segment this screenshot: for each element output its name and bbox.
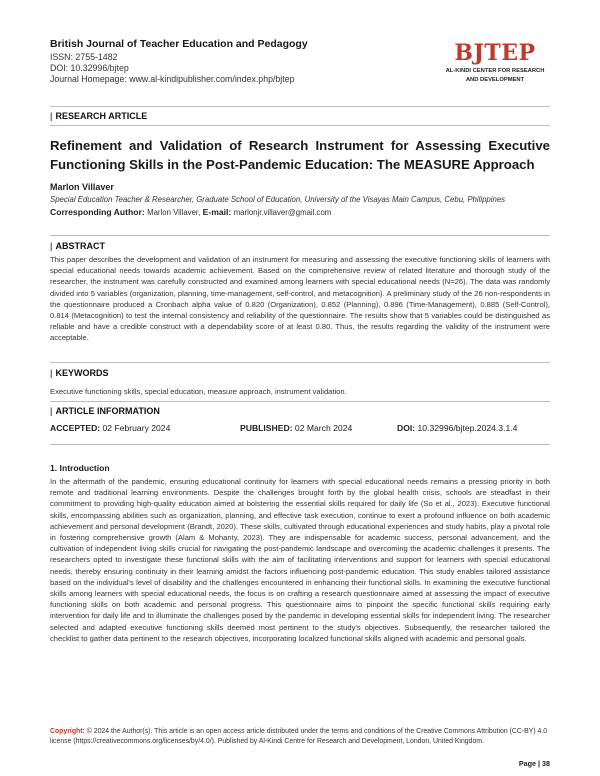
divider: [50, 401, 550, 402]
keywords-heading: | KEYWORDS: [50, 368, 109, 378]
divider: [50, 362, 550, 363]
introduction-text: In the aftermath of the pandemic, ensuring educational continuity for learners with special educational needs remains a pressing priority in both remote and traditional learning environments. Despite the challenges brought forth by the global health crisis, schools are steadfast in their commitment to providing high-quality education aimed at bolstering the essential skills required for daily life (So et al., 2023). Executive functional skills, encompassing abilities such as organization, planning, and effective task execution, continue to exert a profound influence on both academic achievement and personal development (Brandt, 2020). These skills, cultivated through educational experiences and study habits, play a pivotal role in fostering comprehensive growth (Alam & Mohanty, 2023). They are indispensable for academic success, personal advancement, and the cultivation of independent living skills crucial for navigating the post-pandemic landscape and overcoming the academic challenges it presents. The researchers opted to investigate these functional skills with the aim of facilitating interventions and support for learners with special educational needs, thereby ensuring continuity in their learning amidst the factors influencing post-pandemic education. This study enables tailored assistance based on the individual's level of disability and the challenges encountered in enhancing their functional skills. In examining the executive functional skills among learners with special educational needs, the focus is on crafting a research questionnaire aimed at assessing the impact of executive functioning skills on both academic and personal progress. This questionnaire aims to pinpoint the specific functional skills requiring early intervention for daily life and to illuminate the challenges posed by the pandemic in developing essential skills for independent living. The researcher selected and adapted executive functioning skills deemed most pertinent to the study's objectives. Subsequently, the researcher tailored the checklist to gather data pertinent to the research objectives, incorporating localized functional skills aligned with academic and personal goals.: [50, 477, 550, 643]
divider: [50, 125, 550, 126]
brand-subtitle-1: AL-KINDI CENTER FOR RESEARCH: [445, 68, 545, 74]
accepted-date: ACCEPTED: 02 February 2024: [50, 423, 171, 433]
copyright-notice: Copyright: © 2024 the Author(s). This article is an open access article distributed under the terms and conditions of the Creative Commons Attribution (CC-BY) 4.0 license (https://creativecommons.org/licenses/by/4.0/). Published by Al-Kindi Centre for Research and Development, London, United Kingdom.: [50, 728, 548, 745]
published-date: PUBLISHED: 02 March 2024: [240, 423, 353, 433]
corresponding-author: Corresponding Author: Marlon Villaver, E-mail: marlonjr.villaver@gmail.com: [50, 207, 332, 217]
journal-issn: ISSN: 2755-1482: [50, 52, 118, 62]
author-name: Marlon Villaver: [50, 182, 114, 192]
article-info-heading: | ARTICLE INFORMATION: [50, 406, 160, 416]
journal-homepage: Journal Homepage: www.al-kindipublisher.com/index.php/bjtep: [50, 74, 295, 84]
article-doi: DOI: 10.32996/bjtep.2024.3.1.4: [397, 423, 518, 433]
keywords-text: Executive functioning skills, special education, measure approach, instrument validation.: [50, 387, 347, 396]
article-type: | RESEARCH ARTICLE: [50, 111, 148, 121]
divider: [50, 235, 550, 236]
journal-header: [50, 38, 550, 98]
bjtep-logo: BJTEP: [454, 40, 536, 66]
journal-doi: DOI: 10.32996/bjtep: [50, 63, 129, 73]
author-affiliation: Special Education Teacher & Researcher, Graduate School of Education, University of the Visayas Main Campus, Cebu, Philippines: [50, 195, 506, 204]
page-number: Page | 38: [518, 759, 550, 768]
brand-subtitle-2: AND DEVELOPMENT: [465, 77, 525, 83]
abstract-heading: | ABSTRACT: [50, 241, 106, 251]
divider: [50, 444, 550, 445]
publisher-brand: [440, 40, 550, 84]
divider: [50, 106, 550, 107]
introduction-heading: 1. Introduction: [50, 463, 110, 473]
article-title: Refinement and Validation of Research Instrument for Assessing Executive Functioning Skills in the Post-Pandemic Education: The MEASURE Approach: [50, 138, 550, 172]
journal-title: British Journal of Teacher Education and Pedagogy: [50, 38, 308, 50]
author-email[interactable]: marlonjr.villaver@gmail.com: [233, 208, 332, 217]
abstract-text: This paper describes the development and validation of an instrument for measuring and assessing the executive functioning skills of learners with special educational needs towards academic achievement. Based on the comprehensive review of related literature and thorough study of the researcher, the instrument was carefully constructed and examined among learners with special educational needs (N=26). The data was randomly divided into 5 variables (organization, planning, time-management, self-control, and metacognition). A preliminary study of the 26 non-respondents in the questionnaire produced a Cronbach alpha value of 0.820 (Organization), 0.852 (Planning), 0.896 (Time-Management), 0.885 (Self-Control), 0.814 (Metacognition) to test the internal consistency and reliability of the questionnaire. The results show that 5 variables could be distinguished as reliable and have a credible construct with a dependability score of at least 0.80. Thus, the results regarding the validity of the instrument were acceptable.: [50, 255, 550, 343]
